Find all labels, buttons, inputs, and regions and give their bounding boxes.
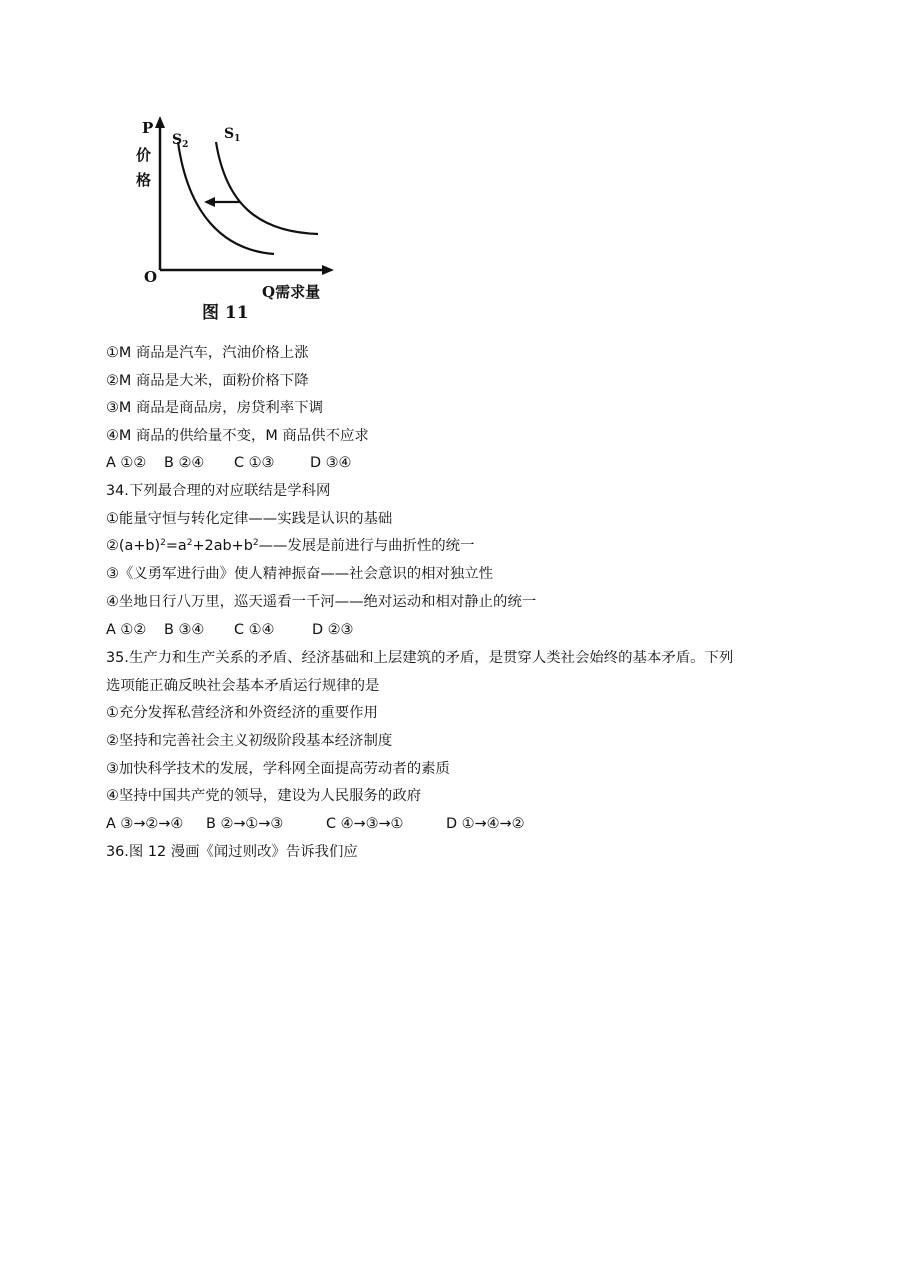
q33-item-1: ①M 商品是汽车，汽油价格上涨: [106, 345, 309, 361]
origin-label: O: [144, 268, 158, 286]
q34-option-a: A ①②: [106, 622, 147, 638]
curve-s2: [178, 142, 274, 254]
q35-option-b: B ②→①→③: [206, 816, 284, 832]
q34-item-3: ③《义勇军进行曲》使人精神振奋——社会意识的相对独立性: [106, 566, 494, 582]
price-label-char1: 价: [136, 146, 152, 164]
q34-option-c: C ①④: [234, 622, 275, 638]
q33-option-b: B ②④: [164, 455, 205, 471]
q35-option-a: A ③→②→④: [106, 816, 184, 832]
q34-options: [106, 620, 353, 640]
q35-options: [106, 814, 524, 834]
q33-item-4: ④M 商品的供给量不变，M 商品供不应求: [106, 428, 369, 444]
q35-stem-line-1: 35.生产力和生产关系的矛盾、经济基础和上层建筑的矛盾，是贯穿人类社会始终的基本矛盾。下列: [106, 650, 734, 666]
q34-item-1: ①能量守恒与转化定律——实践是认识的基础: [106, 511, 393, 527]
q34-option-d: D ②③: [312, 622, 354, 638]
q33-item-2: ②M 商品是大米，面粉价格下降: [106, 373, 309, 389]
q35-stem-line-2: 选项能正确反映社会基本矛盾运行规律的是: [106, 678, 380, 694]
q34-item-2: $②(a+b)^2=a^2+2ab+b^2——$发展是前进行与曲折性的统一: [106, 538, 475, 554]
q33-item-3: ③M 商品是商品房，房贷利率下调: [106, 400, 323, 416]
figure-caption: 图 11: [202, 303, 249, 323]
x-axis-arrow: [322, 265, 334, 275]
q33-option-d: D ③④: [310, 455, 352, 471]
q35-item-2: ②坚持和完善社会主义初级阶段基本经济制度: [106, 733, 393, 749]
q-axis-label: Q需求量: [262, 283, 321, 301]
q34-stem: 34.下列最合理的对应联结是学科网: [106, 483, 331, 499]
q36-stem: 36.图 12 漫画《闻过则改》告诉我们应: [106, 844, 358, 860]
q34-item-4: ④坐地日行八万里，巡天遥看一千河——绝对运动和相对静止的统一: [106, 594, 537, 610]
curve-s1: [216, 142, 318, 234]
q35-item-1: ①充分发挥私营经济和外资经济的重要作用: [106, 705, 378, 721]
s2-label: $S_2$: [172, 132, 189, 150]
q33-option-a: A ①②: [106, 455, 147, 471]
q35-option-d: D ①→④→②: [446, 816, 525, 832]
supply-curve-figure: [128, 104, 354, 326]
q34-option-b: B ③④: [164, 622, 205, 638]
q35-option-c: C ④→③→①: [326, 816, 404, 832]
shift-arrow-head: [204, 197, 215, 207]
y-axis-arrow: [155, 116, 165, 128]
q35-item-4: ④坚持中国共产党的领导，建设为人民服务的政府: [106, 788, 422, 804]
q35-item-3: ③加快科学技术的发展，学科网全面提高劳动者的素质: [106, 761, 450, 777]
s1-label: $S_1$: [224, 126, 241, 144]
q33-options: [106, 453, 351, 473]
p-label: P: [142, 119, 154, 137]
price-label-char2: 格: [136, 171, 152, 189]
q33-option-c: C ①③: [234, 455, 275, 471]
supply-curve-chart: [128, 104, 354, 326]
